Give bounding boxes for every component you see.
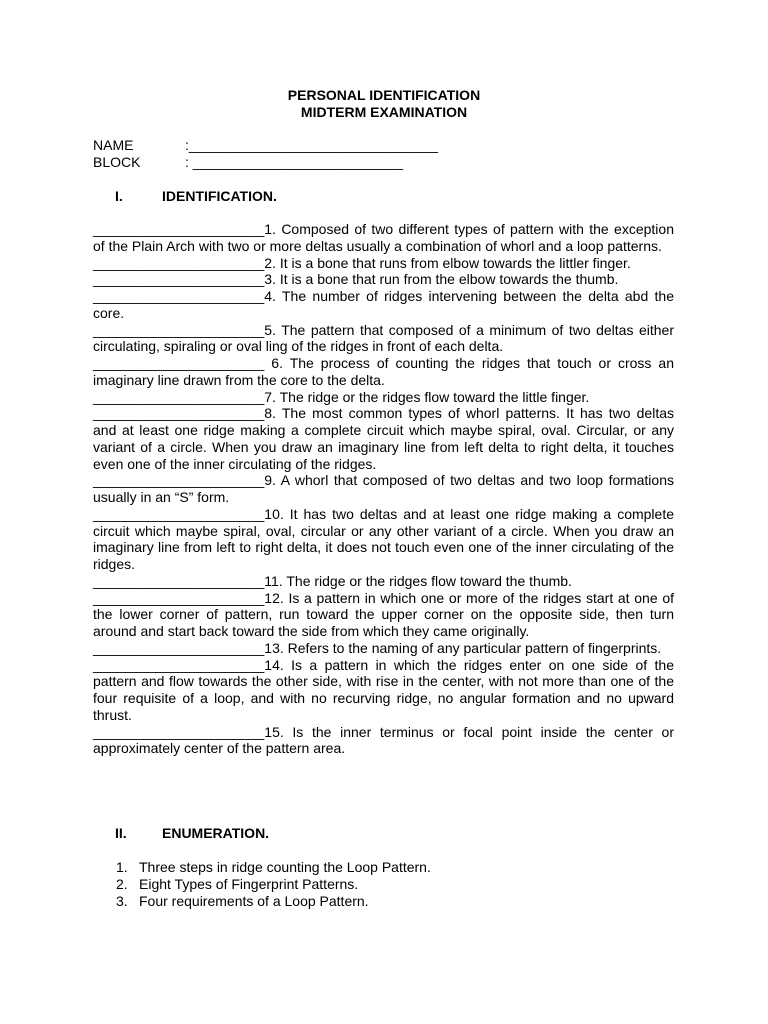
identification-item: ______________________12. Is a pattern in which one or more of the ridges start at one of the lower corner of pattern, run toward the upper corner on the opposite side, then turn around and start back toward the side from which they came originally. bbox=[93, 589, 674, 639]
section-number: II. bbox=[115, 825, 127, 841]
identification-item: ______________________2. It is a bone that runs from elbow towards the littler finger. bbox=[93, 254, 631, 271]
identification-item: ______________________9. A whorl that composed of two deltas and two loop formations usually in an “S” form. bbox=[93, 472, 674, 505]
identification-item: ______________________3. It is a bone that run from the elbow towards the thumb. bbox=[93, 271, 619, 288]
enumeration-number: 1. bbox=[116, 859, 128, 875]
exam-title: PERSONAL IDENTIFICATION bbox=[287, 87, 481, 103]
identification-item: ______________________ 6. The process of counting the ridges that touch or cross an imaginary line drawn from the core to the delta. bbox=[93, 355, 674, 388]
block-blank: : ___________________________ bbox=[185, 154, 404, 170]
section-identification-heading bbox=[115, 188, 277, 205]
enumeration-item bbox=[93, 893, 674, 910]
enumeration-number: 2. bbox=[116, 876, 128, 892]
enumeration-number: 3. bbox=[116, 893, 128, 909]
block-field bbox=[93, 154, 403, 171]
section-enumeration-heading bbox=[115, 825, 269, 842]
identification-item: ______________________4. The number of ridges intervening between the delta abd the core. bbox=[93, 288, 674, 321]
name-blank: :________________________________ bbox=[185, 137, 439, 153]
identification-item: ______________________14. Is a pattern in which the ridges enter on one side of the pattern and flow towards the other side, with rise in the center, with not more than one of the four requisite of a loop, and with no recurving ridge, no angular formation and no upward thrust. bbox=[93, 656, 674, 723]
identification-item: ______________________10. It has two deltas and at least one ridge making a complete circuit which maybe spiral, oval, circular or any other variant of a circle. When you draw an imaginary line from left to right delta, it does not touch even one of the inner circulating of the ridges. bbox=[93, 505, 674, 572]
section-number: I. bbox=[115, 188, 123, 204]
section-title: IDENTIFICATION. bbox=[162, 188, 277, 204]
identification-list bbox=[93, 221, 674, 757]
name-field bbox=[93, 137, 438, 154]
enumeration-text: Eight Types of Fingerprint Patterns. bbox=[139, 876, 359, 892]
identification-item: ______________________13. Refers to the naming of any particular pattern of fingerprints. bbox=[93, 639, 662, 656]
enumeration-text: Three steps in ridge counting the Loop Pattern. bbox=[139, 859, 431, 875]
enumeration-list bbox=[93, 859, 674, 910]
identification-item: ______________________11. The ridge or the ridges flow toward the thumb. bbox=[93, 572, 572, 589]
enumeration-text: Four requirements of a Loop Pattern. bbox=[139, 893, 369, 909]
exam-subtitle: MIDTERM EXAMINATION bbox=[300, 104, 468, 120]
enumeration-item bbox=[93, 859, 674, 876]
identification-item: ______________________5. The pattern that composed of a minimum of two deltas either circulating, spiraling or oval ling of the ridges in front of each delta. bbox=[93, 321, 674, 355]
identification-item: ______________________7. The ridge or the ridges flow toward the little finger. bbox=[93, 388, 590, 405]
identification-item: ______________________15. Is the inner terminus or focal point inside the center or approximately center of the pattern area. bbox=[93, 723, 674, 757]
identification-item: ______________________8. The most common types of whorl patterns. It has two deltas and at least one ridge making a complete circuit which maybe spiral, oval. Circular, or any variant of a circle. When you draw an imaginary line from left delta to right delta, it touches even one of the inner circulating of the ridges. bbox=[93, 405, 674, 472]
block-label: BLOCK bbox=[93, 154, 141, 170]
enumeration-item bbox=[93, 876, 674, 893]
name-label: NAME bbox=[93, 137, 134, 153]
identification-item: ______________________1. Composed of two different types of pattern with the exception of the Plain Arch with two or more deltas usually a combination of whorl and a loop patterns. bbox=[93, 221, 674, 254]
section-title: ENUMERATION. bbox=[162, 825, 270, 841]
